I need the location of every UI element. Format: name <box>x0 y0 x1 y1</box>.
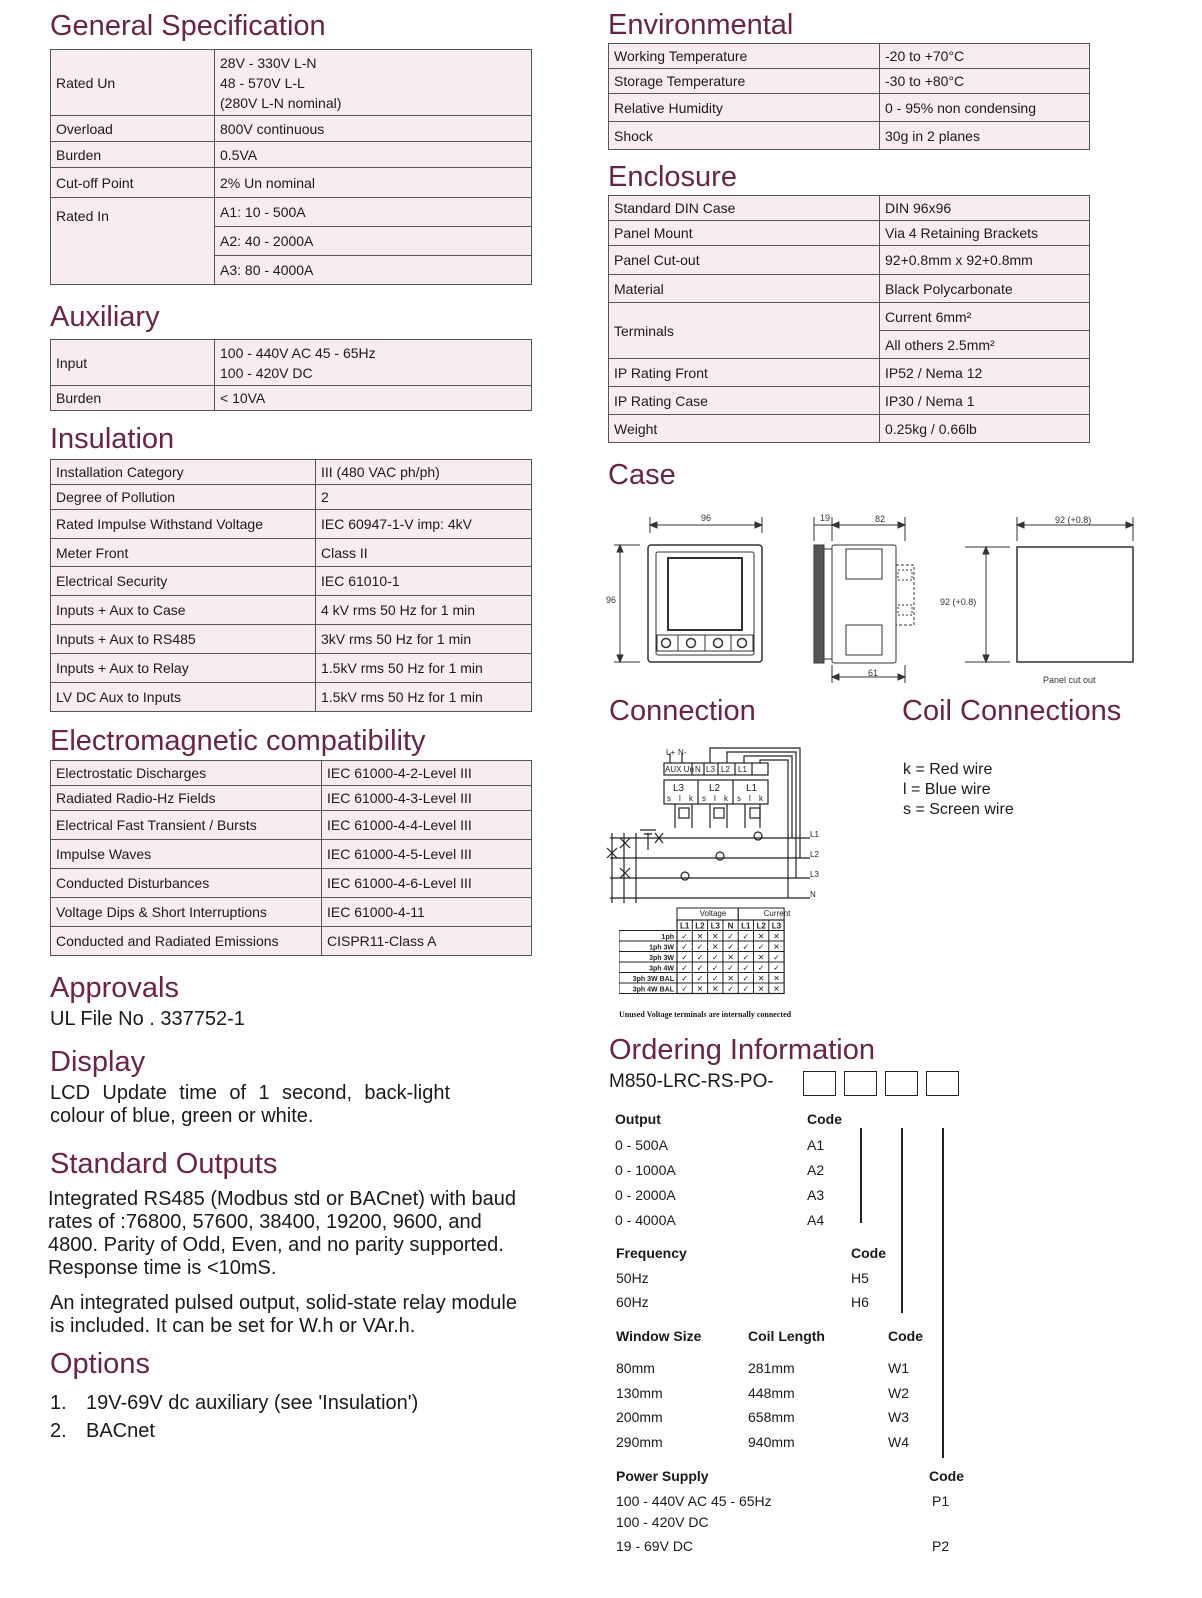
spec-label: Relative Humidity <box>609 94 880 122</box>
spec-value: 4 kV rms 50 Hz for 1 min <box>316 596 532 625</box>
cfg-mark: ✓ <box>742 932 750 941</box>
order-code-box <box>844 1071 877 1096</box>
cfg-mark: ✓ <box>727 984 734 994</box>
cfg-mark: ✓ <box>681 984 689 994</box>
spec-label: IP Rating Front <box>609 359 880 387</box>
case-drawing <box>600 505 1160 690</box>
window-code: W1 <box>888 1360 909 1376</box>
wiring-config-table <box>619 905 819 1005</box>
insulation-heading: Insulation <box>50 423 175 455</box>
spec-label: Storage Temperature <box>609 69 880 94</box>
auxiliary-heading: Auxiliary <box>50 301 160 333</box>
order-code-box <box>885 1071 918 1096</box>
ct-term: k <box>759 794 763 803</box>
code-connector-line <box>942 1128 944 1458</box>
connection-heading: Connection <box>609 695 756 727</box>
general-spec-heading: General Specification <box>50 10 326 42</box>
cfg-mark: ✓ <box>681 974 689 983</box>
general-spec-table <box>50 49 532 285</box>
enclosure-heading: Enclosure <box>608 161 737 193</box>
line-label: L3 <box>810 870 819 879</box>
window-code: W2 <box>888 1385 909 1401</box>
power-header: Power Supply <box>616 1468 709 1484</box>
cfg-row-label: 1ph 3W <box>649 944 674 952</box>
dim-front-width: 96 <box>701 513 712 523</box>
spec-label: Shock <box>609 122 880 150</box>
spec-value: IEC 61000-4-2-Level III <box>322 761 532 786</box>
output-option: 0 - 500A <box>615 1137 668 1153</box>
spec-value: -30 to +80°C <box>880 69 1090 94</box>
spec-label: Rated In <box>51 198 215 285</box>
frequency-code: H5 <box>851 1270 869 1286</box>
spec-value: 0 - 95% non condensing <box>880 94 1090 122</box>
spec-label: Electrical Fast Transient / Bursts <box>51 811 322 840</box>
output-option: 0 - 4000A <box>615 1212 676 1228</box>
spec-value: -20 to +70°C <box>880 44 1090 69</box>
cfg-mark: ✓ <box>773 963 780 973</box>
cfg-mark: ✕ <box>757 984 765 994</box>
output-header: Output <box>615 1111 661 1127</box>
spec-value: A1: 10 - 500A <box>215 198 532 227</box>
spec-value: IEC 61000-4-11 <box>322 898 532 927</box>
cfg-mark: ✓ <box>711 963 719 973</box>
terminal-label: N <box>695 765 701 774</box>
standard-outputs-p2: An integrated pulsed output, solid-state relay module is included. It can be set for W.h or VAr.h. <box>50 1292 517 1337</box>
standard-outputs-p1: Integrated RS485 (Modbus std or BACnet) with baud rates of :76800, 57600, 38400, 19200, 9600, and 4800. Parity of Odd, Even, and no parity supported. Response time is <10mS. <box>48 1188 517 1279</box>
cfg-row-label: 3ph 4W BAL <box>632 986 674 994</box>
cfg-row-label: 1ph <box>661 934 674 941</box>
cfg-mark: ✓ <box>742 963 750 973</box>
spec-label: Meter Front <box>51 539 316 567</box>
spec-label: Weight <box>609 415 880 443</box>
spec-value: Via 4 Retaining Brackets <box>880 221 1090 246</box>
cfg-mark: ✕ <box>773 942 780 952</box>
spec-value: 0.25kg / 0.66lb <box>880 415 1090 443</box>
spec-value: Black Polycarbonate <box>880 275 1090 303</box>
window-option: 290mm <box>616 1434 663 1450</box>
spec-value: 1.5kV rms 50 Hz for 1 min <box>316 654 532 683</box>
cfg-mark: ✕ <box>773 984 780 994</box>
spec-value: IEC 61010-1 <box>316 567 532 596</box>
cfg-mark: ✓ <box>696 963 704 973</box>
spec-label: Working Temperature <box>609 44 880 69</box>
spec-label: Impulse Waves <box>51 840 322 869</box>
ct-term: s <box>702 794 706 803</box>
emc-table <box>50 760 532 956</box>
spec-value: Current 6mm² <box>880 303 1090 331</box>
spec-label: Cut-off Point <box>51 168 215 198</box>
cfg-col-header: L2 <box>695 921 705 931</box>
cfg-mark: ✓ <box>727 942 734 952</box>
cfg-mark: ✓ <box>757 942 765 952</box>
spec-value: IEC 61000-4-5-Level III <box>322 840 532 869</box>
insulation-table <box>50 459 532 712</box>
window-code: W3 <box>888 1409 909 1425</box>
cfg-mark: ✓ <box>696 974 704 983</box>
spec-label: Conducted and Radiated Emissions <box>51 927 322 956</box>
cfg-mark: ✕ <box>773 974 780 983</box>
terminal-label: L1 <box>738 765 747 774</box>
cfg-mark: ✓ <box>681 932 689 941</box>
spec-label: IP Rating Case <box>609 387 880 415</box>
spec-value: 28V - 330V L-N 48 - 570V L-L (280V L-N nominal) <box>215 50 532 116</box>
spec-value: A2: 40 - 2000A <box>215 227 532 256</box>
case-heading: Case <box>608 459 676 491</box>
spec-label: Electrostatic Discharges <box>51 761 322 786</box>
spec-value: Class II <box>316 539 532 567</box>
spec-value: 3kV rms 50 Hz for 1 min <box>316 625 532 654</box>
cfg-mark: ✓ <box>742 974 750 983</box>
options-item: 1. 19V-69V dc auxiliary (see 'Insulation') <box>50 1392 419 1414</box>
output-option: 0 - 2000A <box>615 1187 676 1203</box>
line-label: L2 <box>810 850 819 859</box>
coil-length: 448mm <box>748 1385 795 1401</box>
cfg-mark: ✕ <box>696 932 704 941</box>
coil-length: 658mm <box>748 1409 795 1425</box>
terminal-label: L3 <box>706 765 715 774</box>
connection-note: Unused Voltage terminals are internally connected <box>619 1010 792 1019</box>
window-option: 130mm <box>616 1385 663 1401</box>
frequency-code-header: Code <box>851 1245 886 1261</box>
spec-value: < 10VA <box>215 386 532 411</box>
spec-value: 2 <box>316 485 532 510</box>
cfg-mark: ✓ <box>742 953 750 962</box>
spec-value: 30g in 2 planes <box>880 122 1090 150</box>
coil-length: 940mm <box>748 1434 795 1450</box>
spec-value: DIN 96x96 <box>880 196 1090 221</box>
spec-label: Electrical Security <box>51 567 316 596</box>
spec-label: Material <box>609 275 880 303</box>
dim-cutout-height: 92 (+0.8) <box>940 597 977 607</box>
cfg-col-header: L1 <box>741 921 751 931</box>
display-text: LCD Update time of 1 second, back-light colour of blue, green or white. <box>50 1082 450 1127</box>
terminal-label: L2 <box>721 765 730 774</box>
ct-term: k <box>724 794 728 803</box>
dim-body: 82 <box>875 514 886 524</box>
cfg-col-header: L1 <box>679 921 690 931</box>
power-code: P1 <box>932 1493 950 1509</box>
cfg-mark: ✕ <box>696 984 704 994</box>
spec-label: Inputs + Aux to Relay <box>51 654 316 683</box>
spec-value: 100 - 440V AC 45 - 65Hz 100 - 420V DC <box>215 340 532 386</box>
cfg-mark: ✓ <box>727 932 734 941</box>
ct-label: L3 <box>673 783 685 794</box>
cfg-mark: ✓ <box>681 963 689 973</box>
spec-label: Radiated Radio-Hz Fields <box>51 786 322 811</box>
ct-term: l <box>749 794 751 803</box>
coil-legend-item: s = Screen wire <box>903 801 1014 818</box>
cfg-mark: ✓ <box>711 974 719 983</box>
order-code-box <box>803 1071 836 1096</box>
spec-value: A3: 80 - 4000A <box>215 256 532 285</box>
options-heading: Options <box>50 1348 150 1380</box>
terminal-label: L+ <box>666 748 676 757</box>
standard-outputs-heading: Standard Outputs <box>50 1148 278 1180</box>
spec-value: 0.5VA <box>215 142 532 168</box>
spec-value: IEC 60947-1-V imp: 4kV <box>316 510 532 539</box>
ct-label: L1 <box>746 783 758 794</box>
frequency-code: H6 <box>851 1294 869 1310</box>
emc-heading: Electromagnetic compatibility <box>50 725 426 757</box>
spec-label: Voltage Dips & Short Interruptions <box>51 898 322 927</box>
cfg-mark: ✓ <box>742 984 750 994</box>
spec-label: Rated Un <box>51 50 215 116</box>
cfg-mark: ✕ <box>727 974 734 983</box>
power-code-header: Code <box>929 1468 964 1484</box>
cfg-mark: ✓ <box>757 963 765 973</box>
spec-label: Terminals <box>609 303 880 359</box>
spec-label: Panel Cut-out <box>609 246 880 275</box>
coil-legend-item: k = Red wire <box>903 761 993 778</box>
output-code: A3 <box>807 1187 825 1203</box>
cfg-mark: ✓ <box>696 942 704 952</box>
spec-value: III (480 VAC ph/ph) <box>316 460 532 485</box>
cfg-mark: ✕ <box>711 984 719 994</box>
frequency-option: 50Hz <box>616 1270 649 1286</box>
spec-label: Burden <box>51 386 215 411</box>
spec-value: 2% Un nominal <box>215 168 532 198</box>
ct-term: k <box>689 794 693 803</box>
spec-label: Burden <box>51 142 215 168</box>
spec-value: CISPR11-Class A <box>322 927 532 956</box>
spec-label: Input <box>51 340 215 386</box>
cfg-mark: ✓ <box>681 942 689 952</box>
spec-value: IEC 61000-4-6-Level III <box>322 869 532 898</box>
output-code: A4 <box>807 1212 825 1228</box>
code-connector-line <box>901 1128 903 1313</box>
output-option: 0 - 1000A <box>615 1162 676 1178</box>
cfg-mark: ✓ <box>711 953 719 962</box>
order-code-box <box>926 1071 959 1096</box>
ct-term: s <box>667 794 671 803</box>
spec-label: Panel Mount <box>609 221 880 246</box>
ordering-heading: Ordering Information <box>609 1034 875 1066</box>
order-code-prefix: M850-LRC-RS-PO- <box>609 1071 774 1092</box>
cfg-mark: ✓ <box>681 953 689 962</box>
environmental-heading: Environmental <box>608 9 794 41</box>
spec-value: 92+0.8mm x 92+0.8mm <box>880 246 1090 275</box>
approvals-heading: Approvals <box>50 972 179 1004</box>
spec-label: LV DC Aux to Inputs <box>51 683 316 712</box>
display-heading: Display <box>50 1046 146 1078</box>
power-option: 100 - 420V DC <box>616 1514 709 1530</box>
cutout-label: Panel cut out <box>1043 675 1096 685</box>
window-code: W4 <box>888 1434 909 1450</box>
coil-legend <box>903 760 1014 820</box>
cfg-mark: ✓ <box>727 963 734 973</box>
cfg-mark: ✕ <box>757 932 765 941</box>
spec-value: IEC 61000-4-4-Level III <box>322 811 532 840</box>
coil-legend-item: l = Blue wire <box>903 781 991 798</box>
spec-value: IP30 / Nema 1 <box>880 387 1090 415</box>
dim-bottom: 61 <box>868 668 879 678</box>
ct-label: L2 <box>709 783 721 794</box>
options-item: 2. BACnet <box>50 1420 155 1442</box>
spec-label: Inputs + Aux to Case <box>51 596 316 625</box>
coil-connections-heading: Coil Connections <box>902 695 1122 727</box>
window-header: Window Size <box>616 1328 702 1344</box>
ct-term: l <box>714 794 716 803</box>
spec-label: Degree of Pollution <box>51 485 316 510</box>
approvals-text: UL File No . 337752-1 <box>50 1008 245 1030</box>
spec-label: Conducted Disturbances <box>51 869 322 898</box>
ct-term: s <box>737 794 741 803</box>
power-code: P2 <box>932 1538 950 1554</box>
cfg-mark: ✓ <box>742 942 750 952</box>
spec-label: Standard DIN Case <box>609 196 880 221</box>
spec-label: Overload <box>51 116 215 142</box>
cfg-mark: ✕ <box>757 953 765 962</box>
cfg-mark: ✓ <box>696 953 704 962</box>
dim-front-height: 96 <box>606 595 617 605</box>
cfg-col-header: L3 <box>771 921 782 931</box>
spec-value: 1.5kV rms 50 Hz for 1 min <box>316 683 532 712</box>
cfg-group-voltage: Voltage <box>699 909 727 918</box>
output-code: A1 <box>807 1137 825 1153</box>
spec-label: Rated Impulse Withstand Voltage <box>51 510 316 539</box>
spec-value: All others 2.5mm² <box>880 331 1090 359</box>
environmental-table <box>608 43 1090 150</box>
cfg-mark: ✓ <box>773 953 780 962</box>
power-option: 19 - 69V DC <box>616 1538 694 1554</box>
frequency-header: Frequency <box>616 1245 687 1261</box>
cfg-mark: ✕ <box>757 974 765 983</box>
cfg-row-label: 3ph 4W <box>649 965 674 973</box>
cfg-group-current: Current <box>763 909 791 918</box>
spec-value: IEC 61000-4-3-Level III <box>322 786 532 811</box>
cfg-col-header: L3 <box>710 921 720 931</box>
cfg-mark: ✕ <box>773 932 780 941</box>
enclosure-table <box>608 195 1090 443</box>
cfg-mark: ✕ <box>711 932 719 941</box>
frequency-option: 60Hz <box>616 1294 649 1310</box>
spec-value: IP52 / Nema 12 <box>880 359 1090 387</box>
cfg-col-header: L2 <box>756 921 766 931</box>
cfg-mark: ✕ <box>711 942 719 952</box>
cfg-row-label: 3ph 3W BAL <box>632 976 674 983</box>
terminal-label: AUX Un <box>665 765 694 774</box>
power-option: 100 - 440V AC 45 - 65Hz <box>616 1493 772 1509</box>
line-label: L1 <box>810 830 819 839</box>
auxiliary-table <box>50 339 532 411</box>
line-label: N <box>810 890 816 899</box>
cfg-col-header: N <box>727 921 734 931</box>
window-option: 80mm <box>616 1360 655 1376</box>
spec-value: 800V continuous <box>215 116 532 142</box>
ct-term: l <box>679 794 681 803</box>
output-code: A2 <box>807 1162 825 1178</box>
coil-length: 281mm <box>748 1360 795 1376</box>
code-connector-line <box>860 1128 862 1223</box>
cfg-row-label: 3ph 3W <box>649 955 674 962</box>
terminal-label: N- <box>678 748 687 757</box>
output-code-header: Code <box>807 1111 842 1127</box>
coil-length-header: Coil Length <box>748 1328 825 1344</box>
window-option: 200mm <box>616 1409 663 1425</box>
window-code-header: Code <box>888 1328 923 1344</box>
dim-bezel: 19 <box>820 513 831 523</box>
spec-label: Installation Category <box>51 460 316 485</box>
connection-diagram <box>600 738 820 913</box>
spec-label: Inputs + Aux to RS485 <box>51 625 316 654</box>
cfg-mark: ✕ <box>727 953 734 962</box>
dim-cutout-width: 92 (+0.8) <box>1055 515 1092 525</box>
